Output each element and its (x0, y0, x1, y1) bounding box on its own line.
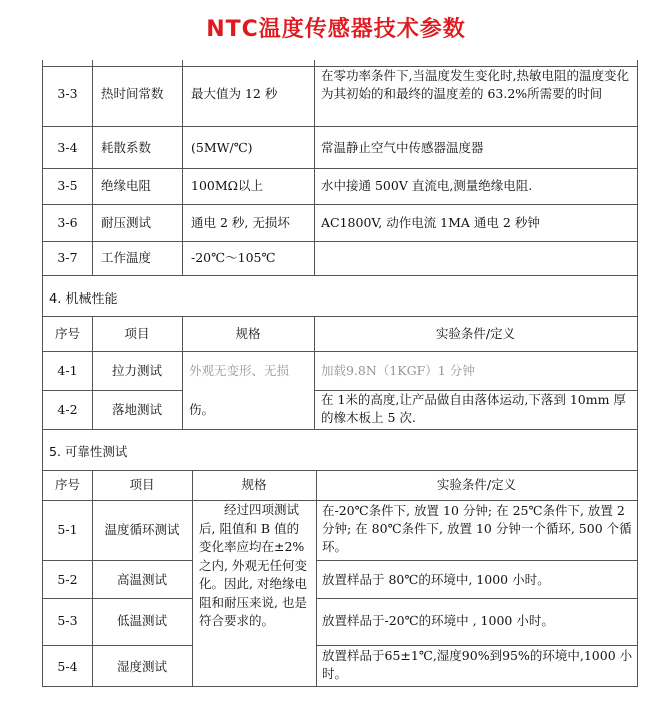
row-no: 4-2 (57, 402, 78, 417)
row-no: 4-1 (57, 363, 78, 378)
row-no: 5-3 (57, 613, 78, 628)
row-spec: 外观无变形、无损 (189, 363, 290, 378)
grid-line (43, 560, 192, 561)
row-no: 5-2 (57, 572, 78, 587)
row-cond: 在零功率条件下,当温度发生变化时,热敏电阻的温度变化为其初始的和最终的温度差的 63.2%所需要的时间 (321, 68, 629, 101)
row-item: 温度循环测试 (104, 522, 180, 537)
grid-line (192, 470, 193, 686)
row-spec: -20℃～105℃ (191, 250, 276, 265)
row-no: 3-6 (57, 215, 78, 230)
row-item: 热时间常数 (101, 86, 164, 101)
row-spec: 伤。 (189, 402, 215, 417)
row-item: 落地测试 (111, 402, 162, 417)
row-cond: 放置样品于-20℃的环境中 , 1000 小时。 (322, 613, 554, 628)
row-cond: AC1800V, 动作电流 1MA 通电 2 秒钟 (321, 215, 540, 230)
grid-line (43, 470, 637, 471)
section-heading: 4. 机械性能 (49, 292, 118, 307)
row-item: 低温测试 (116, 613, 167, 628)
row-item: 绝缘电阻 (101, 178, 152, 193)
row-item: 拉力测试 (111, 363, 162, 378)
grid-line (43, 168, 637, 169)
row-item: 工作温度 (101, 250, 152, 265)
row-no: 3-3 (57, 86, 78, 101)
grid-line (316, 645, 637, 646)
row-no: 5-1 (57, 522, 78, 537)
spec-sheet (42, 60, 638, 687)
grid-line (43, 645, 192, 646)
row-spec: 通电 2 秒, 无损坏 (191, 215, 290, 230)
row-cond: 常温静止空气中传感器温度器 (321, 140, 484, 155)
grid-line (43, 351, 637, 352)
grid-line (43, 204, 637, 205)
row-spec: (5MW/℃) (191, 140, 253, 155)
row-spec: 最大值为 12 秒 (191, 86, 278, 101)
header-item: 项目 (124, 326, 150, 341)
header-no: 序号 (54, 477, 80, 492)
grid-line (316, 598, 637, 599)
header-no: 序号 (54, 326, 80, 341)
row-cond: 在-20℃条件下, 放置 10 分钟; 在 25℃条件下, 放置 2 分钟; 在 80℃条件下, 放置 10 分钟一个循环, 500 个循环。 (322, 503, 632, 554)
row-item: 湿度测试 (116, 659, 167, 674)
row-cond: 放置样品于 80℃的环境中, 1000 小时。 (322, 572, 550, 587)
header-item: 项目 (129, 477, 155, 492)
header-cond: 实验条件/定义 (435, 326, 516, 341)
section-heading: 5. 可靠性测试 (49, 444, 128, 459)
header-cond: 实验条件/定义 (436, 477, 517, 492)
row-no: 5-4 (57, 659, 78, 674)
row-no: 3-4 (57, 140, 78, 155)
row-no: 3-7 (57, 250, 78, 265)
row-no: 3-5 (57, 178, 78, 193)
grid-line (43, 275, 637, 276)
spec-text: 经过四项测试后, 阻值和 B 值的变化率应均在±2%之内, 外观无任何变化。因此, 对绝缘电阻和耐压来说, 也是符合要求的。 (199, 502, 307, 628)
header-spec: 规格 (235, 326, 261, 341)
row-spec: 100MΩ以上 (191, 178, 264, 193)
grid-line (43, 316, 637, 317)
grid-line (43, 126, 637, 127)
row-cond: 加载9.8N（1KGF）1 分钟 (321, 363, 475, 378)
row-item: 耗散系数 (101, 140, 152, 155)
row-cond: 放置样品于65±1℃,湿度90%到95%的环境中,1000 小时。 (322, 648, 633, 681)
row-item: 高温测试 (116, 572, 167, 587)
page-title: NTC温度传感器技术参数 (206, 17, 466, 42)
grid-line (43, 598, 192, 599)
grid-line (43, 429, 637, 430)
grid-line (43, 390, 182, 391)
grid-line (43, 500, 637, 501)
grid-line (43, 241, 637, 242)
row-cond: 水中接通 500V 直流电,测量绝缘电阻. (321, 178, 533, 193)
grid-line (316, 470, 317, 686)
header-spec: 规格 (241, 477, 267, 492)
row-item: 耐压测试 (101, 215, 152, 230)
grid-line (316, 560, 637, 561)
row-cond: 在 1米的高度,让产品做自由落体运动,下落到 10mm 厚的橡木板上 5 次. (321, 392, 626, 425)
